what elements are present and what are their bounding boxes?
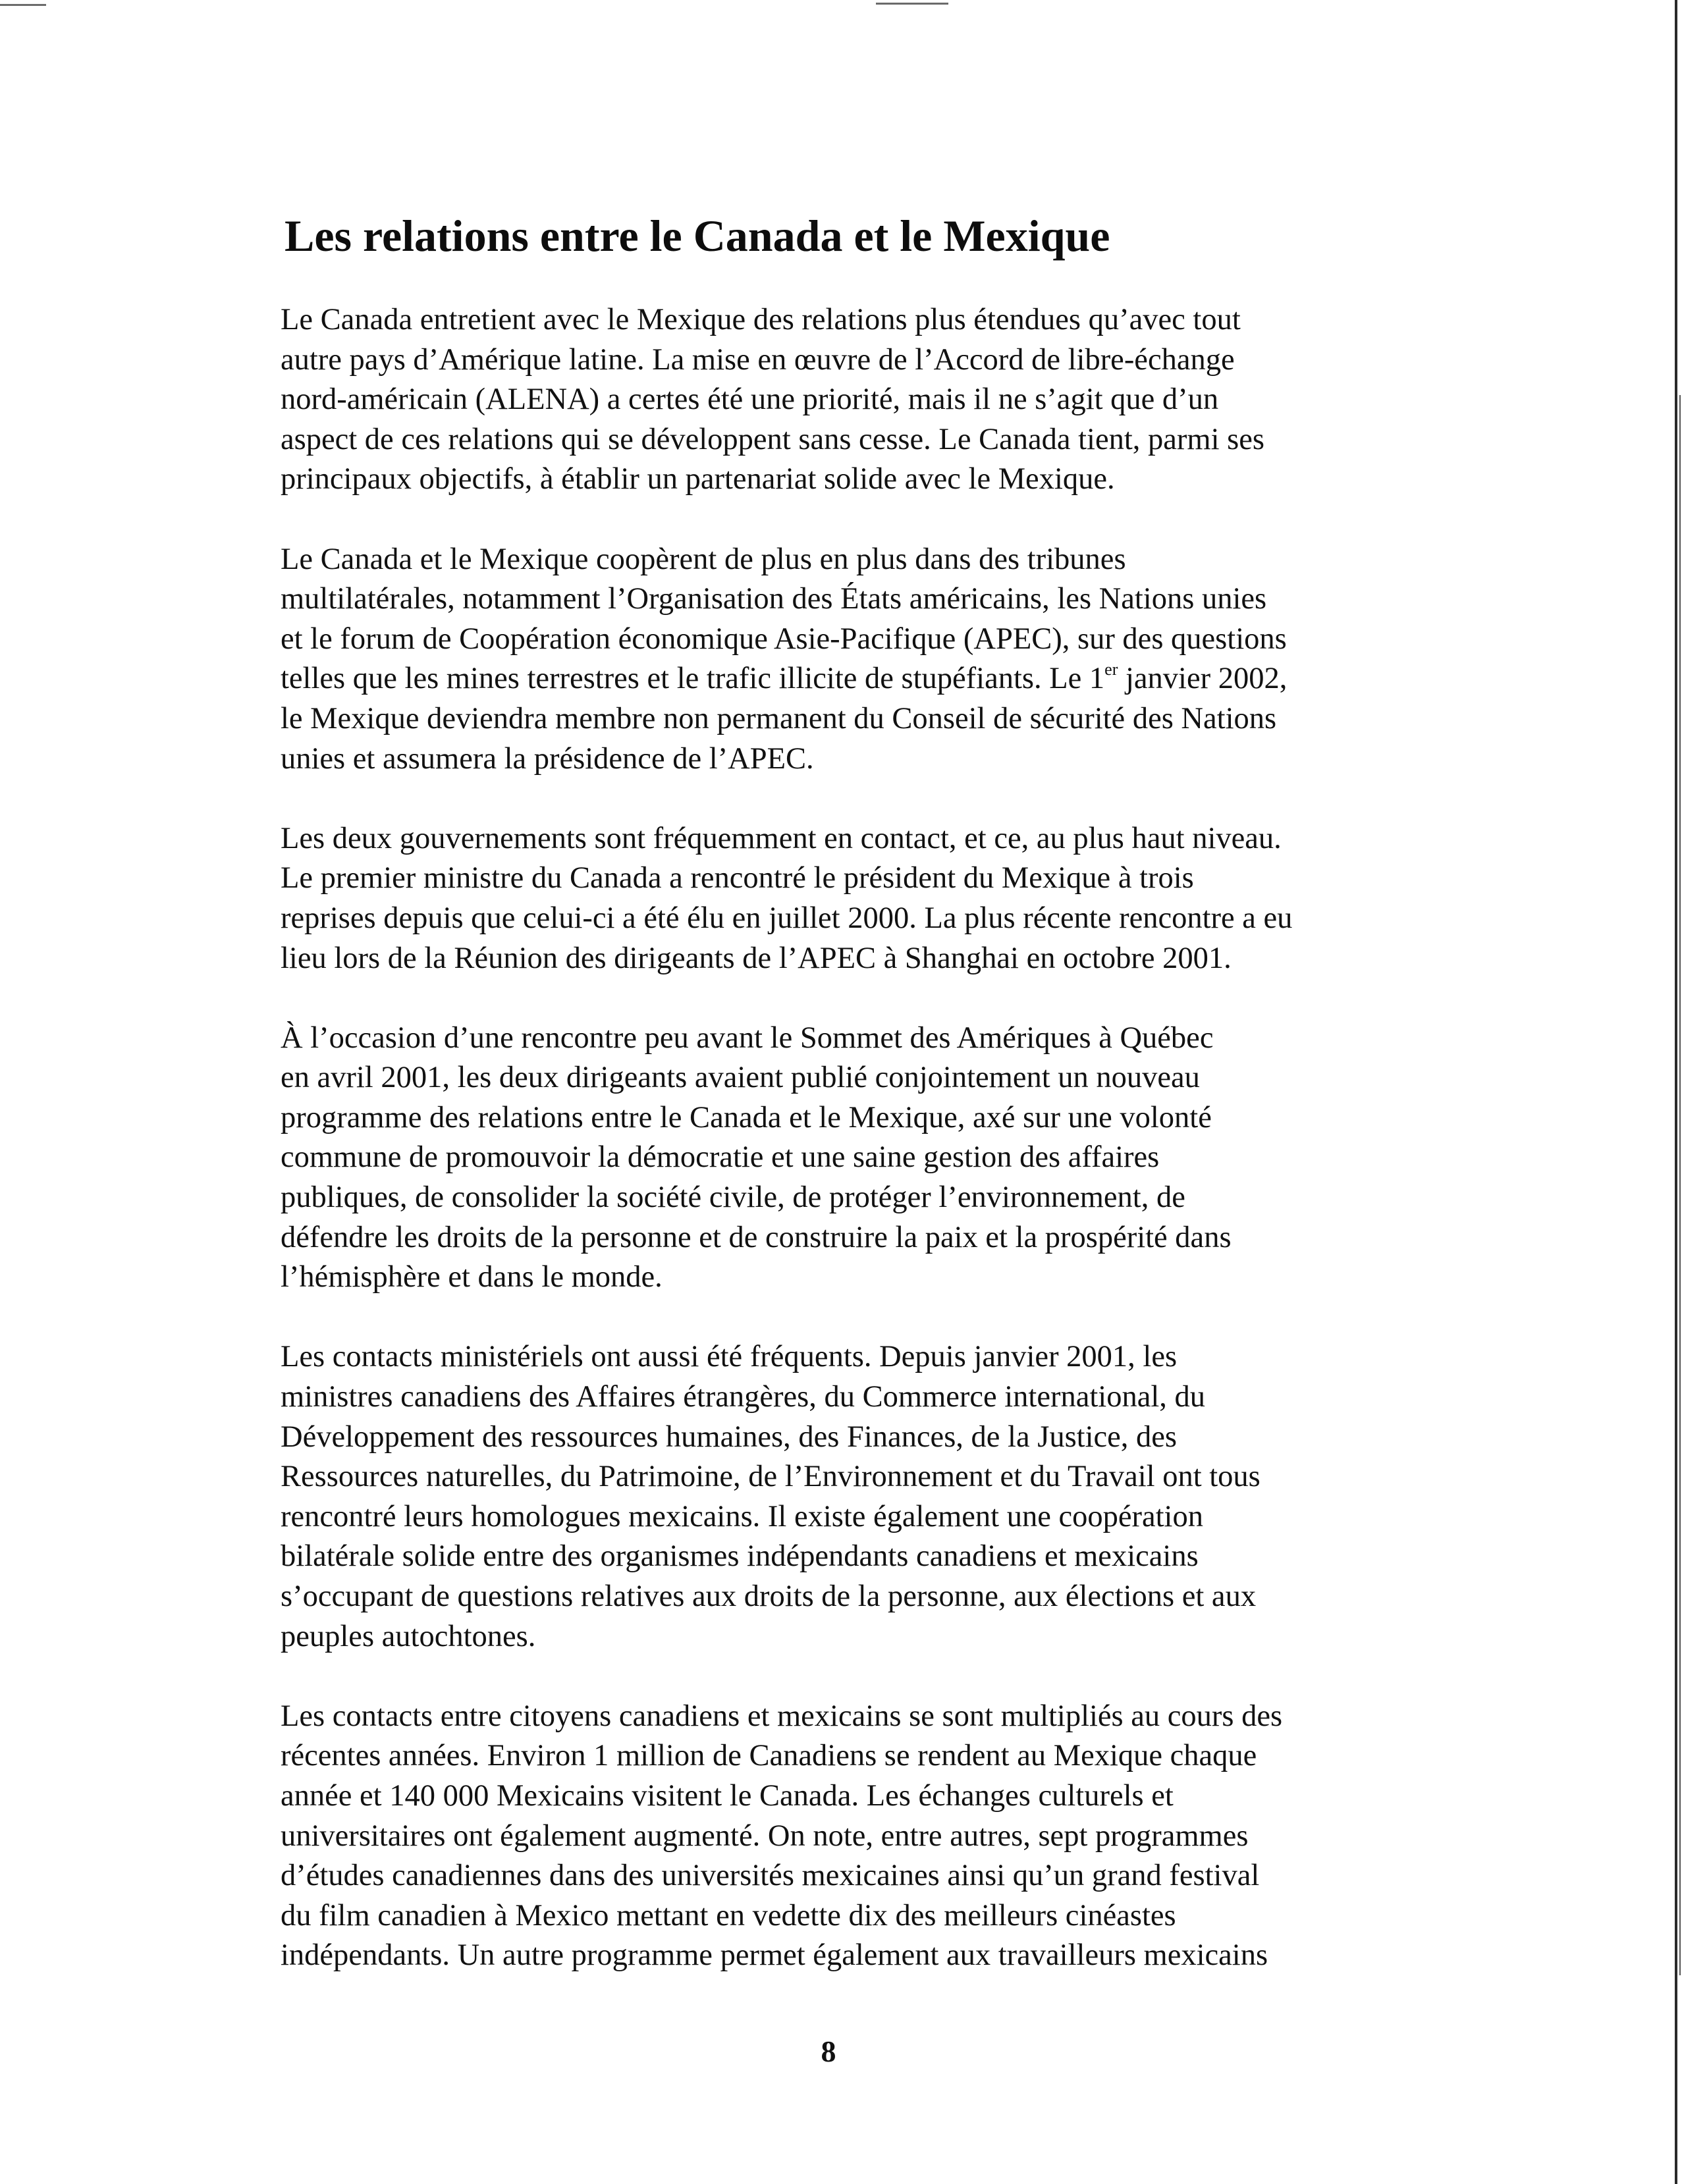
text-line: en avril 2001, les deux dirigeants avaient publié conjointement un nouveau bbox=[281, 1061, 1200, 1095]
text-line: Ressources naturelles, du Patrimoine, de l’Environnement et du Travail ont tous bbox=[281, 1460, 1261, 1494]
text-segment: janvier 2002, bbox=[1118, 662, 1288, 696]
paragraph-6 bbox=[281, 1697, 1598, 1976]
scan-artifact-top-left bbox=[0, 4, 46, 6]
text-line: indépendants. Un autre programme permet également aux travailleurs mexicains bbox=[281, 1938, 1268, 1973]
text-line: défendre les droits de la personne et de construire la paix et la prospérité dans bbox=[281, 1220, 1232, 1254]
text-line: programme des relations entre le Canada et le Mexique, axé sur une volonté bbox=[281, 1100, 1212, 1134]
text-line: Le Canada et le Mexique coopèrent de plus en plus dans des tribunes bbox=[281, 542, 1126, 576]
text-line: Les contacts entre citoyens canadiens et mexicains se sont multipliés au cours des bbox=[281, 1699, 1283, 1733]
text-line: Le Canada entretient avec le Mexique des relations plus étendues qu’avec tout bbox=[281, 303, 1241, 336]
text-line: année et 140 000 Mexicains visitent le Canada. Les échanges culturels et bbox=[281, 1778, 1174, 1813]
text-line-with-superscript bbox=[281, 659, 1598, 699]
paragraph-1 bbox=[281, 300, 1598, 500]
document-body bbox=[281, 300, 1598, 1976]
text-line: reprises depuis que celui-ci a été élu en juillet 2000. La plus récente rencontre a eu bbox=[281, 901, 1293, 935]
text-line: bilatérale solide entre des organismes indépendants canadiens et mexicains bbox=[281, 1539, 1199, 1574]
text-line: l’hémisphère et dans le monde. bbox=[281, 1260, 663, 1294]
text-line: nord-américain (ALENA) a certes été une priorité, mais il ne s’agit que d’un bbox=[281, 383, 1219, 417]
text-line: publiques, de consolider la société civile, de protéger l’environnement, de bbox=[281, 1181, 1185, 1215]
text-line: autre pays d’Amérique latine. La mise en œuvre de l’Accord de libre-échange bbox=[281, 342, 1235, 377]
scan-edge-right-secondary bbox=[1679, 395, 1681, 1975]
page-number: 8 bbox=[821, 2035, 836, 2068]
text-line: Les deux gouvernements sont fréquemment en contact, et ce, au plus haut niveau. bbox=[281, 821, 1282, 855]
text-line: peuples autochtones. bbox=[281, 1619, 536, 1653]
scan-edge-right bbox=[1675, 0, 1677, 2184]
page-title: Les relations entre le Canada et le Mexique bbox=[285, 211, 1110, 261]
text-line: Développement des ressources humaines, des Finances, de la Justice, des bbox=[281, 1420, 1178, 1454]
paragraph-4 bbox=[281, 1019, 1598, 1298]
text-line: récentes années. Environ 1 million de Canadiens se rendent au Mexique chaque bbox=[281, 1739, 1257, 1773]
ordinal-superscript: er bbox=[1104, 660, 1118, 679]
text-line: multilatérales, notamment l’Organisation des États américains, les Nations unies bbox=[281, 582, 1267, 616]
text-line: aspect de ces relations qui se développent sans cesse. Le Canada tient, parmi ses bbox=[281, 422, 1264, 456]
paragraph-5 bbox=[281, 1337, 1598, 1657]
text-line: d’études canadiennes dans des universités mexicaines ainsi qu’un grand festival bbox=[281, 1859, 1260, 1893]
text-segment: telles que les mines terrestres et le trafic illicite de stupéfiants. Le 1 bbox=[281, 662, 1105, 696]
text-line: commune de promouvoir la démocratie et une saine gestion des affaires bbox=[281, 1140, 1160, 1175]
text-line: le Mexique deviendra membre non permanent du Conseil de sécurité des Nations bbox=[281, 701, 1277, 735]
text-line: À l’occasion d’une rencontre peu avant le Sommet des Amériques à Québec bbox=[281, 1021, 1214, 1055]
text-line: lieu lors de la Réunion des dirigeants de l’APEC à Shanghai en octobre 2001. bbox=[281, 941, 1232, 975]
text-line: principaux objectifs, à établir un partenariat solide avec le Mexique. bbox=[281, 462, 1115, 496]
text-line: Les contacts ministériels ont aussi été fréquents. Depuis janvier 2001, les bbox=[281, 1340, 1178, 1374]
scan-artifact-top-center bbox=[876, 3, 948, 5]
paragraph-3 bbox=[281, 819, 1598, 978]
text-line: et le forum de Coopération économique Asie-Pacifique (APEC), sur des questions bbox=[281, 622, 1287, 656]
text-line: unies et assumera la présidence de l’APEC. bbox=[281, 741, 814, 776]
text-line: s’occupant de questions relatives aux droits de la personne, aux élections et aux bbox=[281, 1580, 1257, 1613]
text-line: Le premier ministre du Canada a rencontré le président du Mexique à trois bbox=[281, 861, 1194, 895]
text-line: rencontré leurs homologues mexicains. Il existe également une coopération bbox=[281, 1499, 1203, 1533]
text-line: universitaires ont également augmenté. On note, entre autres, sept programmes bbox=[281, 1819, 1249, 1853]
text-line: du film canadien à Mexico mettant en vedette dix des meilleurs cinéastes bbox=[281, 1898, 1176, 1932]
paragraph-2 bbox=[281, 540, 1598, 780]
text-line: ministres canadiens des Affaires étrangères, du Commerce international, du bbox=[281, 1380, 1206, 1414]
